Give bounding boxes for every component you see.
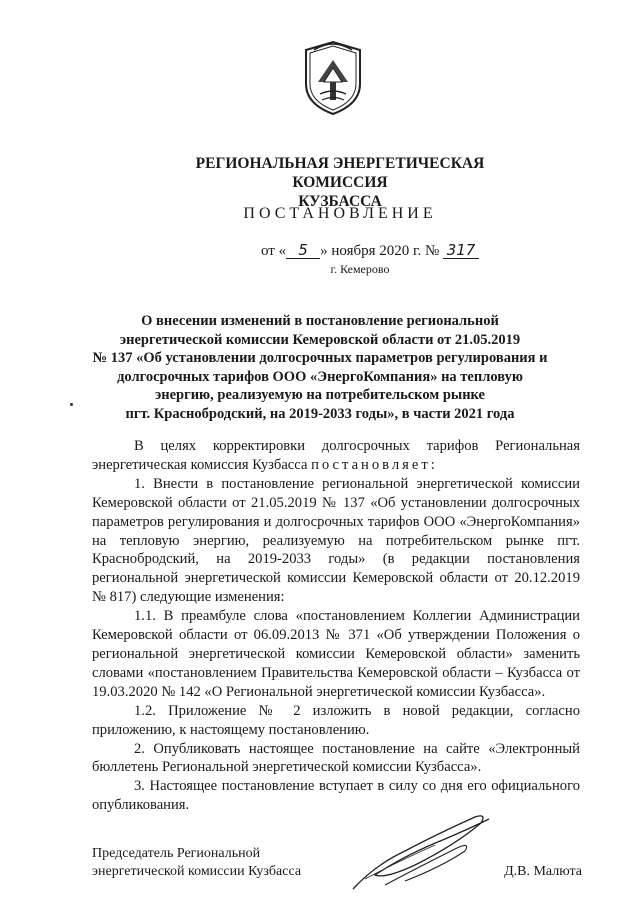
org-title-line: КУЗБАССА — [298, 193, 382, 210]
document-number: 317 — [443, 242, 479, 259]
heading-line: О внесении изменений в постановление региональной — [141, 313, 499, 329]
document-heading — [80, 312, 560, 424]
position-line: энергетической комиссии Кузбасса — [92, 864, 302, 879]
heading-line: № 137 «Об установлении долгосрочных параметров регулирования и — [92, 350, 548, 367]
paragraph-1: 1. Внести в постановление региональной энергетической комиссии Кемеровской области от 21.05.2019 № 137 «Об установлении долгосрочных параметров регулирования и долгосрочных тарифов ООО «ЭнергоКомпания» на тепловую энергию, реализуемую на потребительском рынке пгт. Краснобродский, на 2019-2033 годы» (в редакции постановления региональной энергетической комиссии Кемеровской области от 20.12.2019 № 817) следующие изменения: — [92, 475, 580, 606]
paragraph-2: 2. Опубликовать настоящее постановление на сайте «Электронный бюллетень Региональной энергетической комиссии Кузбасса». — [92, 740, 580, 776]
paragraph-1-1: 1.1. В преамбуле слова «постановлением Коллегии Администрации Кемеровской области от 06.09.2013 № 371 «Об утверждении Положения о региональной энергетической комиссии Кемеровской области» заменить словами «постановлением Правительства Кемеровской области – Кузбасса от 19.03.2020 № 142 «О Региональной энергетической комиссии Кузбасса». — [92, 608, 580, 700]
signatory-name: Д.В. Малюта — [504, 864, 582, 879]
intro-resolves: постановляет: — [311, 456, 438, 473]
document-city: г. Кемерово — [330, 262, 390, 276]
org-title-line: РЕГИОНАЛЬНАЯ ЭНЕРГЕТИЧЕСКАЯ КОМИССИЯ — [195, 155, 485, 191]
position-line: Председатель Региональной — [92, 846, 261, 861]
signatory-position — [92, 845, 352, 881]
handwritten-signature — [345, 805, 495, 895]
date-middle: » ноября 2020 г. № — [320, 243, 440, 259]
date-day: 5 — [286, 242, 320, 259]
heading-line: энергетической комиссии Кемеровской области от 21.05.2019 — [119, 331, 521, 348]
document-date — [230, 242, 510, 260]
heading-line: пгт. Краснобродский, на 2019-2033 годы», в части 2021 года — [125, 405, 515, 422]
intro-text: В целях корректировки долгосрочных тарифов Региональная энергетическая комиссия Кузбасса — [92, 438, 580, 473]
scan-speck — [70, 403, 73, 406]
heading-line: энергию, реализуемую на потребительском рынке — [154, 387, 485, 404]
paragraph-3: 3. Настоящее постановление вступает в силу со дня его официального опубликования. — [92, 778, 580, 814]
paragraph-1-2: 1.2. Приложение № 2 изложить в новой редакции, согласно приложению, к настоящему постановлению. — [92, 702, 580, 738]
kuzbass-coat-of-arms-icon — [300, 38, 366, 118]
document-type: ПОСТАНОВЛЕНИЕ — [243, 205, 437, 222]
heading-line: долгосрочных тарифов ООО «ЭнергоКомпания» на тепловую — [117, 368, 523, 385]
document-body — [92, 437, 580, 815]
paragraph-intro — [92, 437, 580, 475]
org-title — [150, 154, 530, 211]
date-prefix: от « — [260, 243, 287, 259]
